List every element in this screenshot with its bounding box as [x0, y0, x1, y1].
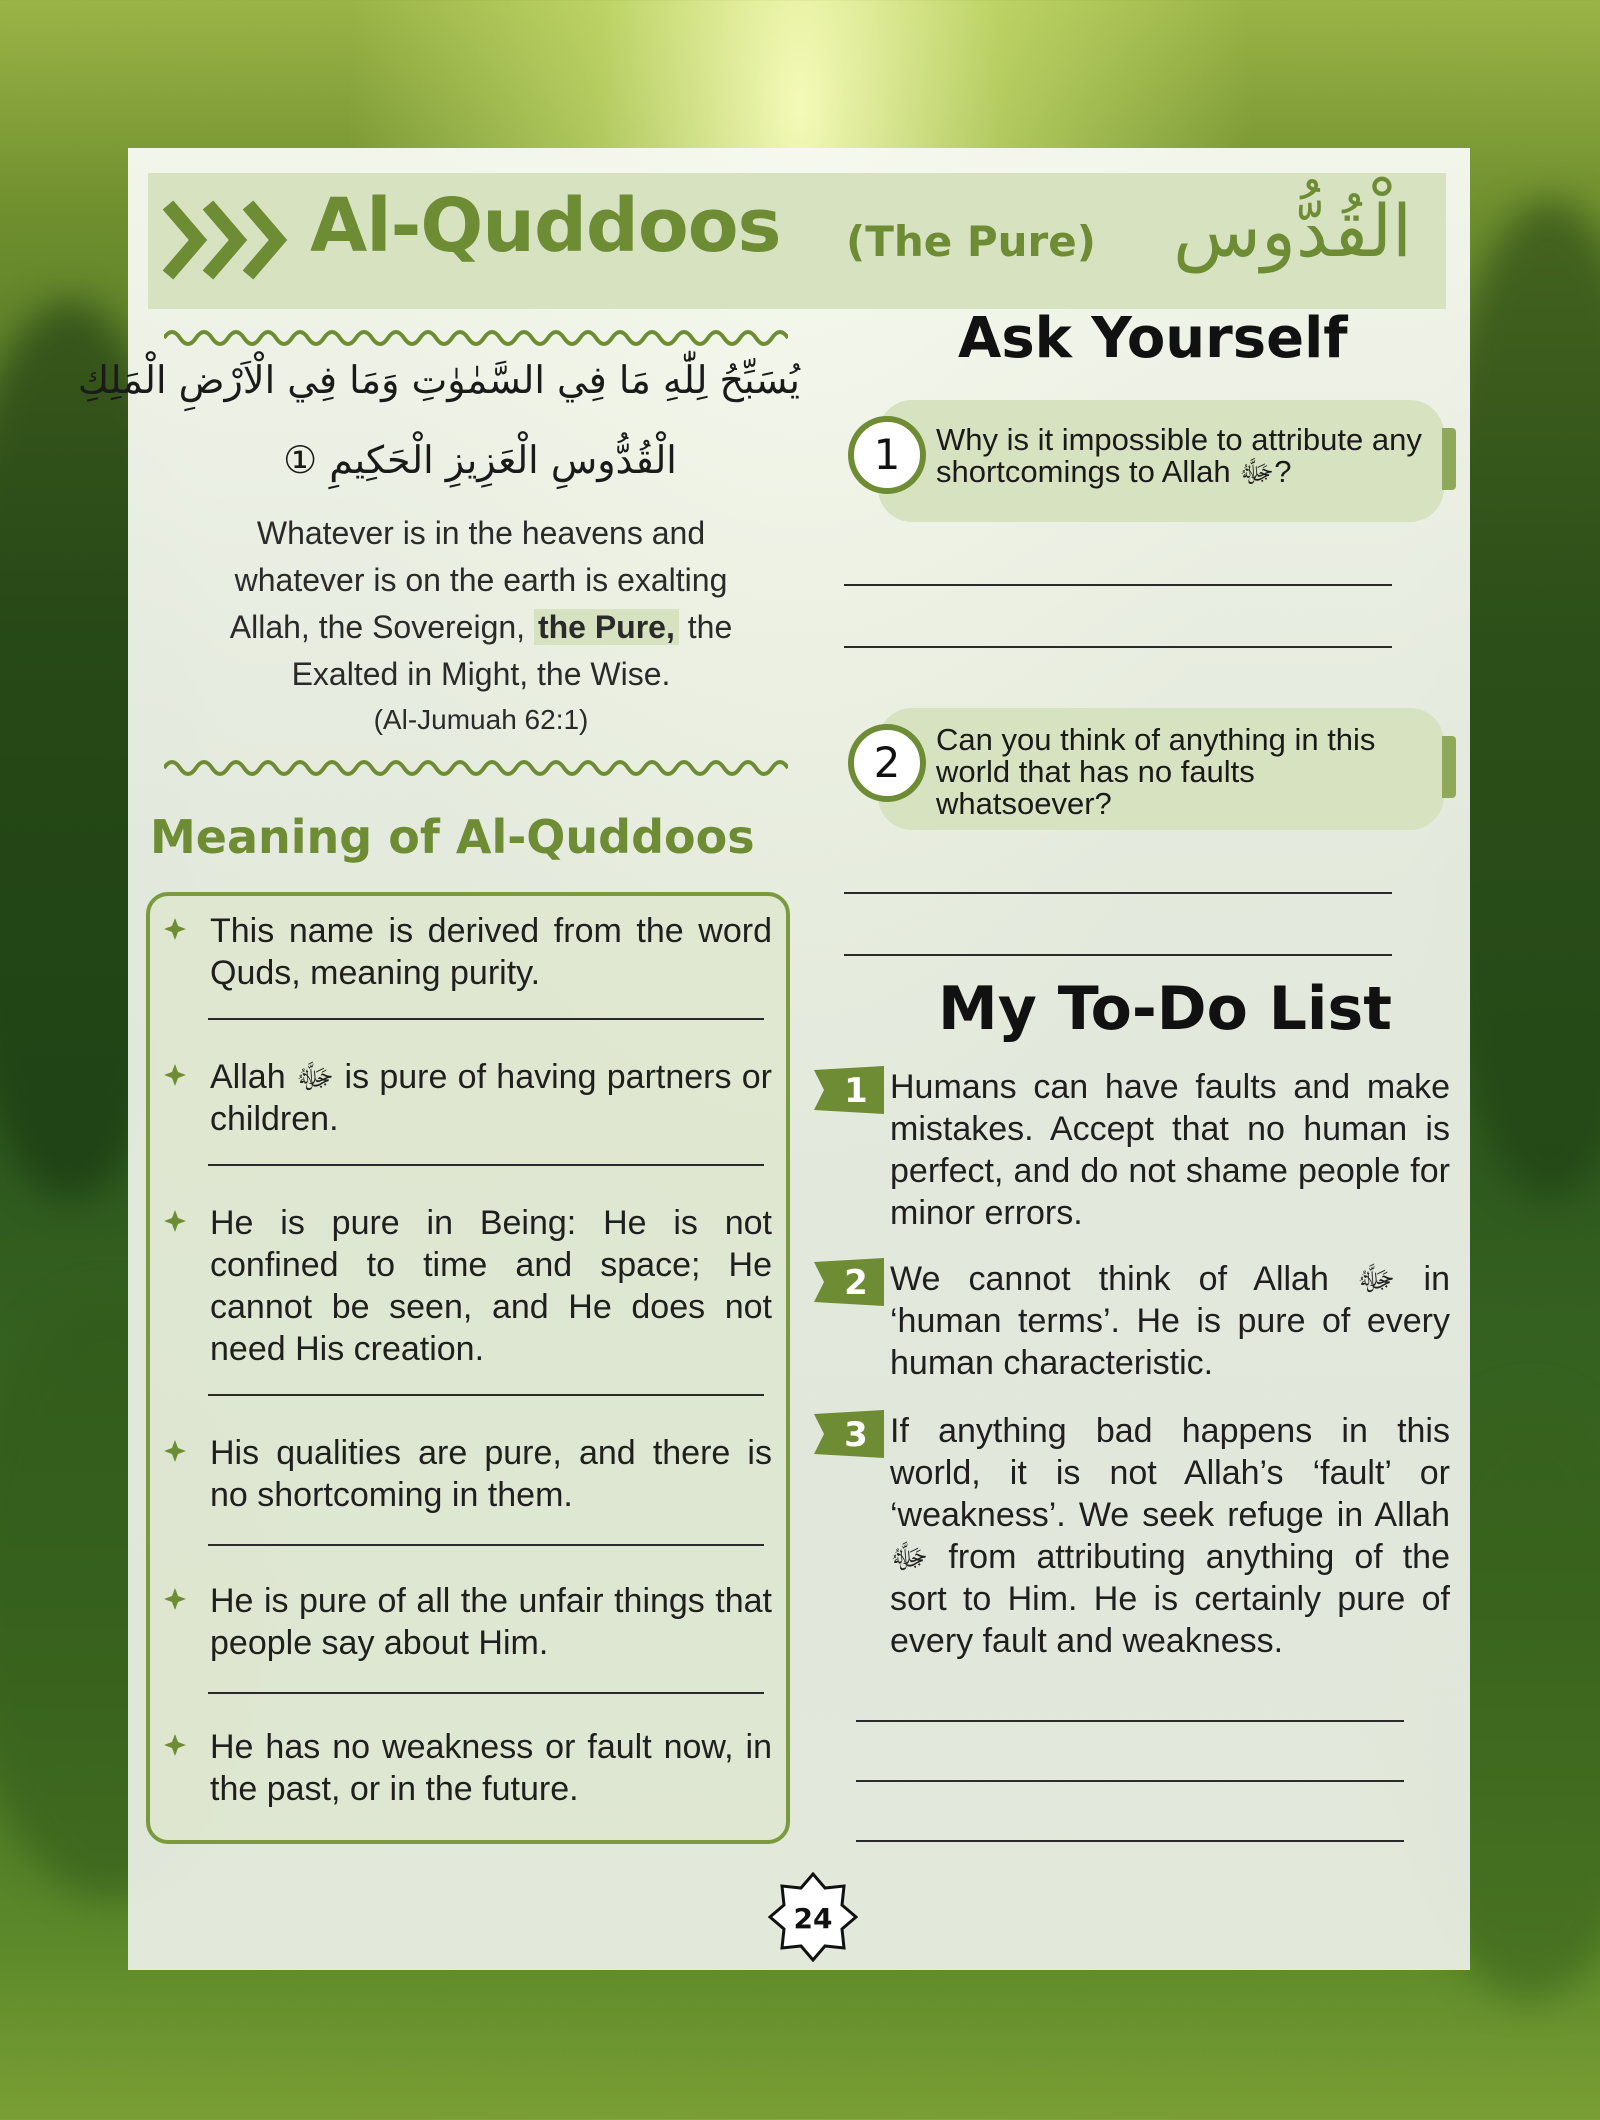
translation-text: Whatever is in the heavens and whatever is on the earth is exalting Allah, the Sovereign,	[229, 515, 728, 645]
meaning-text: He has no weakness or fault now, in the past, or in the future.	[210, 1728, 772, 1808]
translation-text: the Exalted in Might, the Wise.	[291, 609, 733, 692]
todo-number: 2	[844, 1263, 868, 1303]
answer-line[interactable]	[844, 646, 1392, 648]
diamond-bullet-icon	[164, 1440, 186, 1462]
todo-number: 3	[844, 1415, 868, 1455]
todo-number-badge	[814, 1410, 884, 1458]
diamond-bullet-icon	[164, 1734, 186, 1756]
question-text: Can you think of anything in this world that has no faults whatsoever?	[936, 722, 1376, 821]
divider	[208, 1544, 764, 1546]
verse-translation	[192, 510, 770, 698]
divider	[208, 1164, 764, 1166]
meaning-box	[146, 892, 790, 1844]
todo-number-badge	[814, 1066, 884, 1114]
divider	[208, 1394, 764, 1396]
answer-line[interactable]	[844, 584, 1392, 586]
meaning-text: This name is derived from the word Quds, meaning purity.	[210, 912, 772, 992]
answer-line[interactable]	[856, 1840, 1404, 1842]
meaning-heading: Meaning of Al-Quddoos	[150, 810, 755, 864]
diamond-bullet-icon	[164, 1588, 186, 1610]
page-number: 24	[793, 1902, 833, 1935]
question-number: 1	[848, 416, 926, 494]
divider	[208, 1692, 764, 1694]
diamond-bullet-icon	[164, 1064, 186, 1086]
page-subtitle: (The Pure)	[846, 217, 1096, 266]
page-title: Al-Quddoos	[310, 183, 781, 269]
answer-line[interactable]	[844, 954, 1392, 956]
question-card	[873, 708, 1444, 830]
ornament-divider-top	[164, 326, 788, 350]
meaning-text: He is pure of all the unfair things that people say about Him.	[210, 1582, 772, 1662]
todo-heading: My To-Do List	[938, 974, 1392, 1044]
question-card	[873, 400, 1444, 522]
question-text: Why is it impossible to attribute any shortcomings to Allah ﷻ?	[936, 422, 1422, 489]
triple-chevron-icon	[162, 195, 292, 285]
verse-arabic-line2: الْقُدُّوسِ الْعَزِيزِ الْحَكِيمِ ①	[283, 438, 677, 482]
todo-text: Humans can have faults and make mistakes. Accept that no human is perfect, and do not shame people for minor errors.	[890, 1068, 1450, 1232]
todo-text: If anything bad happens in this world, it is not Allah’s ‘fault’ or ‘weakness’. We seek refuge in Allah ﷻ from attributing anything of the sort to Him. He is certainly pure of every fault and weakness.	[890, 1412, 1450, 1660]
todo-number-badge	[814, 1258, 884, 1306]
verse-reference: (Al-Jumuah 62:1)	[373, 704, 589, 735]
meaning-text: His qualities are pure, and there is no shortcoming in them.	[210, 1434, 772, 1514]
diamond-bullet-icon	[164, 1210, 186, 1232]
card-tab	[1442, 736, 1456, 798]
answer-line[interactable]	[844, 892, 1392, 894]
answer-line[interactable]	[856, 1720, 1404, 1722]
verse-arabic-line1: يُسَبِّحُ لِلّٰهِ مَا فِي السَّمٰوٰتِ وَمَا فِي الْاَرْضِ الْمَلِكِ	[77, 358, 800, 402]
page-number-badge	[768, 1872, 858, 1962]
translation-highlight: the Pure,	[534, 609, 679, 645]
question-number: 2	[848, 724, 926, 802]
title-bar	[148, 173, 1446, 309]
meaning-text: Allah ﷻ is pure of having partners or children.	[210, 1058, 772, 1138]
todo-number: 1	[844, 1071, 868, 1111]
answer-line[interactable]	[856, 1780, 1404, 1782]
card-tab	[1442, 428, 1456, 490]
todo-text: We cannot think of Allah ﷻ in ‘human terms’. He is pure of every human characteristic.	[890, 1260, 1450, 1382]
divider	[208, 1018, 764, 1020]
arabic-title: الْقُدُّوس	[1173, 189, 1412, 273]
ornament-divider-bottom	[164, 756, 788, 780]
ask-yourself-heading: Ask Yourself	[958, 306, 1348, 371]
diamond-bullet-icon	[164, 918, 186, 940]
meaning-text: He is pure in Being: He is not confined to time and space; He cannot be seen, and He does not need His creation.	[210, 1204, 772, 1368]
page-panel	[77, 148, 1470, 1970]
